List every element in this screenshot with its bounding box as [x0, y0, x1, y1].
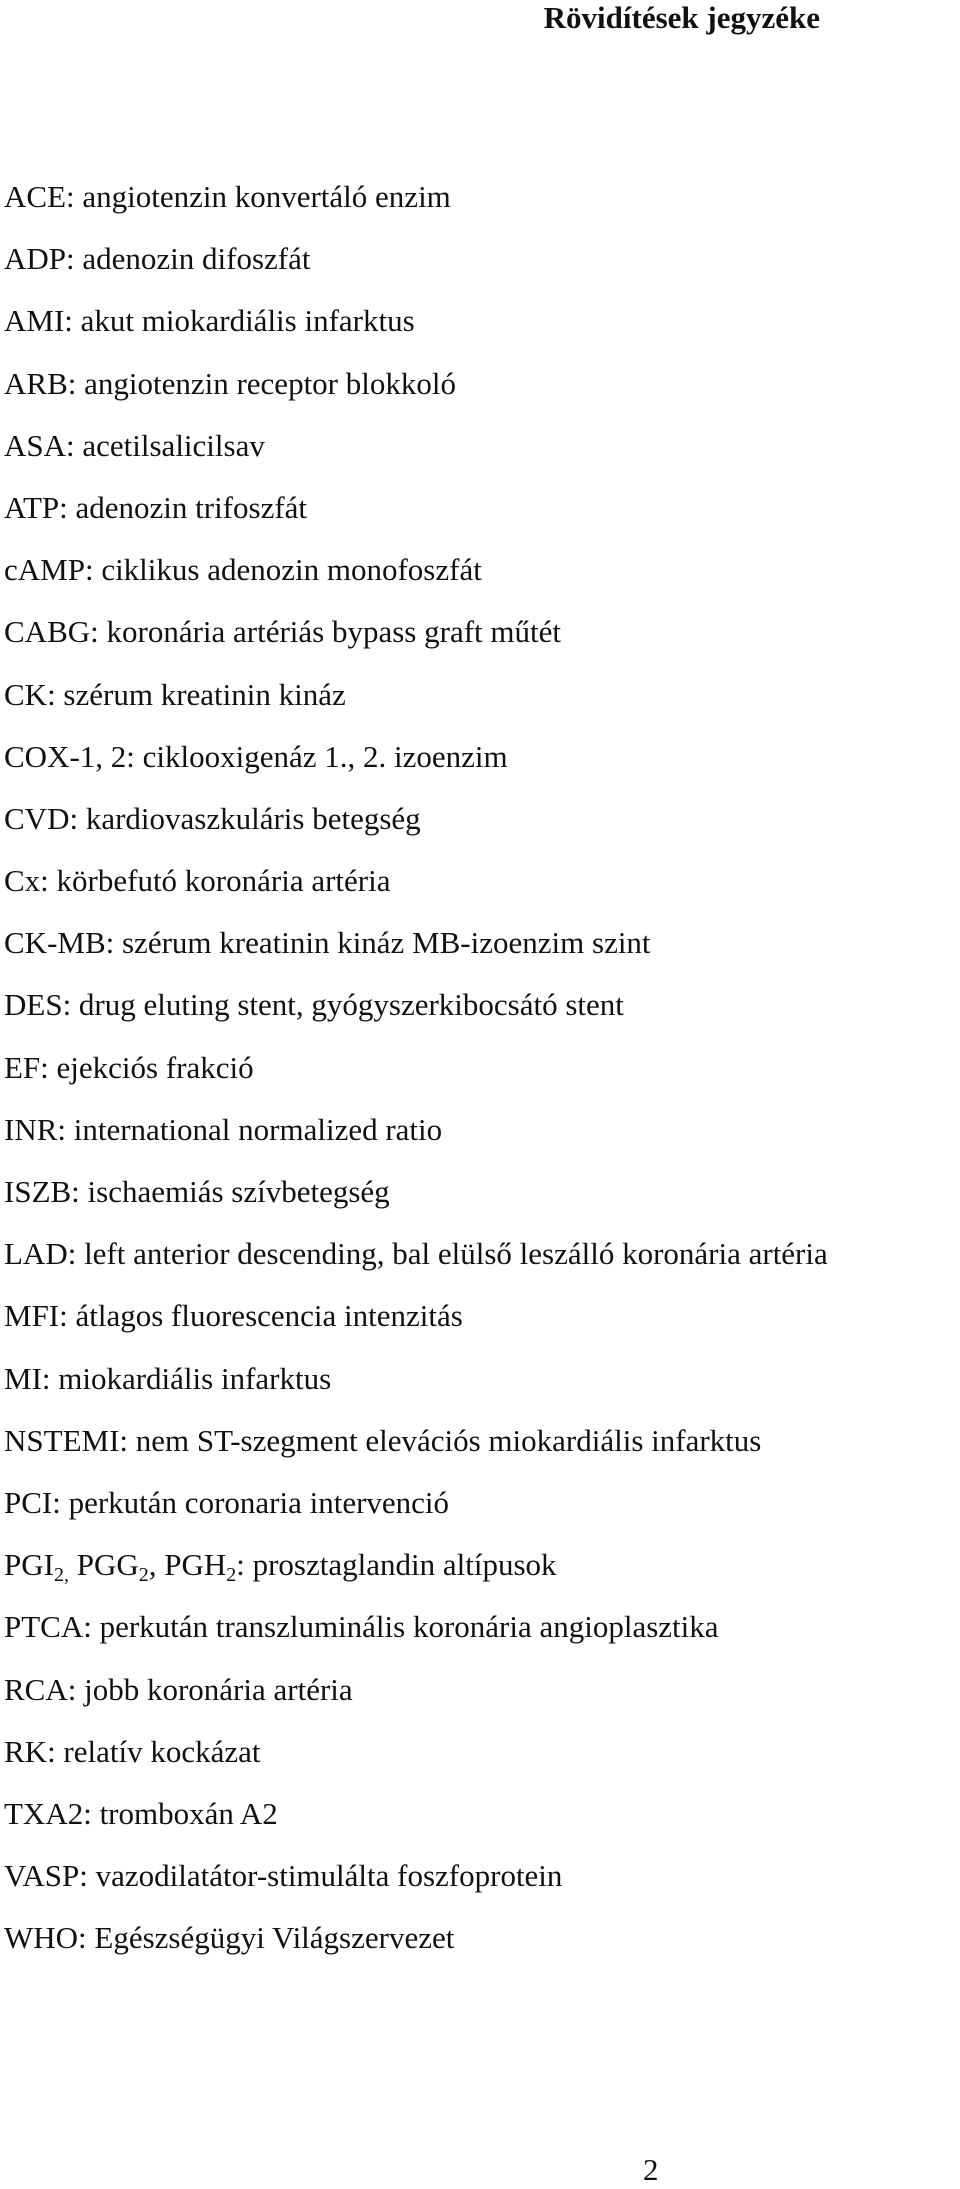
list-item: ISZB: ischaemiás szívbetegség [4, 1174, 390, 1209]
pgg-text: PGG [68, 1547, 139, 1583]
list-item: PTCA: perkután transzluminális koronária angioplasztika [4, 1609, 719, 1645]
list-item: MFI: átlagos fluorescencia intenzitás [4, 1298, 463, 1334]
list-item: COX-1, 2: ciklooxigenáz 1., 2. izoenzim [4, 738, 508, 774]
abbreviation-list [4, 177, 828, 1980]
list-item: CABG: koronária artériás bypass graft műtét [4, 614, 561, 650]
pgi-text: PGI [4, 1547, 54, 1583]
list-item: VASP: vazodilatátor-stimulálta foszfoprotein [4, 1858, 563, 1894]
list-item: CK: szérum kreatinin kináz [4, 676, 346, 712]
list-item: INR: international normalized ratio [4, 1111, 443, 1147]
prostaglandin-description: : prosztaglandin altípusok [236, 1547, 557, 1583]
page-number: 2 [643, 2152, 659, 2187]
list-item: AMI: akut miokardiális infarktus [4, 303, 415, 339]
list-item: cAMP: ciklikus adenozin monofoszfát [4, 552, 482, 588]
list-item: ADP: adenozin difoszfát [4, 241, 311, 277]
list-item: CVD: kardiovaszkuláris betegség [4, 800, 421, 836]
list-item: NSTEMI: nem ST-szegment elevációs miokardiális infarktus [4, 1422, 762, 1458]
list-item-prostaglandin [4, 1545, 828, 1607]
pgh-subscript: 2 [226, 1564, 237, 1587]
list-item: ACE: angiotenzin konvertáló enzim [4, 179, 451, 214]
list-item: DES: drug eluting stent, gyógyszerkibocsátó stent [4, 987, 624, 1023]
list-item: Cx: körbefutó koronária artéria [4, 863, 391, 899]
list-item: ARB: angiotenzin receptor blokkoló [4, 365, 456, 401]
list-item: EF: ejekciós frakció [4, 1049, 254, 1085]
list-item: LAD: left anterior descending, bal elülső leszálló koronária artéria [4, 1236, 828, 1272]
list-item: ATP: adenozin trifoszfát [4, 489, 308, 525]
list-item: RK: relatív kockázat [4, 1733, 261, 1769]
list-item: CK-MB: szérum kreatinin kináz MB-izoenzim szint [4, 925, 651, 961]
list-item: RCA: jobb koronária artéria [4, 1671, 353, 1707]
page-title: Rövidítések jegyzéke [543, 0, 820, 35]
pgi-subscript: 2, [53, 1564, 69, 1587]
list-item: MI: miokardiális infarktus [4, 1360, 332, 1396]
pgh-text: , PGH [148, 1547, 227, 1583]
list-item: PCI: perkután coronaria intervenció [4, 1484, 450, 1520]
list-item: TXA2: tromboxán A2 [4, 1795, 278, 1831]
list-item: WHO: Egészségügyi Világszervezet [4, 1920, 455, 1956]
list-item: ASA: acetilsalicilsav [4, 427, 265, 463]
pgg-subscript: 2 [138, 1564, 149, 1587]
